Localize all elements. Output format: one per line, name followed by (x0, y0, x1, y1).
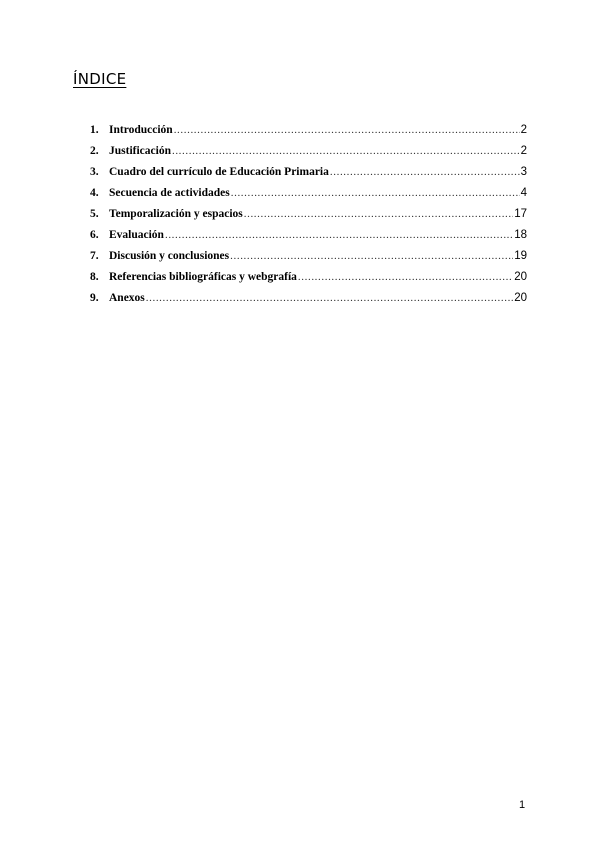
toc-entry-title: Cuadro del currículo de Educación Primaria (109, 166, 329, 178)
toc-entry-page: 4 (520, 187, 527, 199)
toc-entry-introduccion[interactable] (90, 124, 527, 145)
dot-leader (298, 271, 513, 283)
toc-entry-title: Discusión y conclusiones (109, 250, 230, 262)
toc-entry-title: Anexos (109, 292, 145, 304)
toc-entry-number: 1. (90, 124, 99, 136)
toc-entry-page: 2 (520, 145, 527, 157)
dot-leader (330, 166, 520, 178)
toc-entry-number: 6. (90, 229, 99, 241)
toc-entry-anexos[interactable] (90, 292, 527, 313)
toc-entry-page: 20 (514, 271, 527, 283)
toc-entry-page: 20 (514, 292, 527, 304)
toc-entry-justificacion[interactable] (90, 145, 527, 166)
toc-entry-evaluacion[interactable] (90, 229, 527, 250)
toc-entry-number: 5. (90, 208, 99, 220)
toc-entry-secuencia-actividades[interactable] (90, 187, 527, 208)
toc-entry-cuadro-curriculo[interactable] (90, 166, 527, 187)
toc-entry-title: Secuencia de actividades (109, 187, 230, 199)
page-title: ÍNDICE (73, 70, 127, 88)
toc-entry-page: 2 (520, 124, 527, 136)
dot-leader (165, 229, 513, 241)
dot-leader (244, 208, 513, 220)
dot-leader (172, 145, 520, 157)
page-number: 1 (519, 799, 526, 811)
toc-entry-number: 2. (90, 145, 99, 157)
toc-entry-temporalizacion[interactable] (90, 208, 527, 229)
dot-leader (231, 187, 520, 199)
dot-leader (174, 124, 520, 136)
table-of-contents (90, 124, 527, 313)
toc-entry-number: 9. (90, 292, 99, 304)
toc-entry-number: 7. (90, 250, 99, 262)
toc-entry-title: Justificación (109, 145, 171, 157)
toc-entry-number: 4. (90, 187, 99, 199)
toc-entry-number: 3. (90, 166, 99, 178)
toc-entry-title: Introducción (109, 124, 173, 136)
toc-entry-page: 19 (514, 250, 527, 262)
toc-entry-page: 18 (514, 229, 527, 241)
toc-entry-title: Evaluación (109, 229, 164, 241)
dot-leader (146, 292, 513, 304)
toc-entry-referencias[interactable] (90, 271, 527, 292)
toc-entry-discusion[interactable] (90, 250, 527, 271)
toc-entry-number: 8. (90, 271, 99, 283)
toc-entry-title: Referencias bibliográficas y webgrafía (109, 271, 297, 283)
dot-leader (230, 250, 513, 262)
toc-entry-title: Temporalización y espacios (109, 208, 243, 220)
toc-entry-page: 3 (520, 166, 527, 178)
toc-entry-page: 17 (514, 208, 527, 220)
